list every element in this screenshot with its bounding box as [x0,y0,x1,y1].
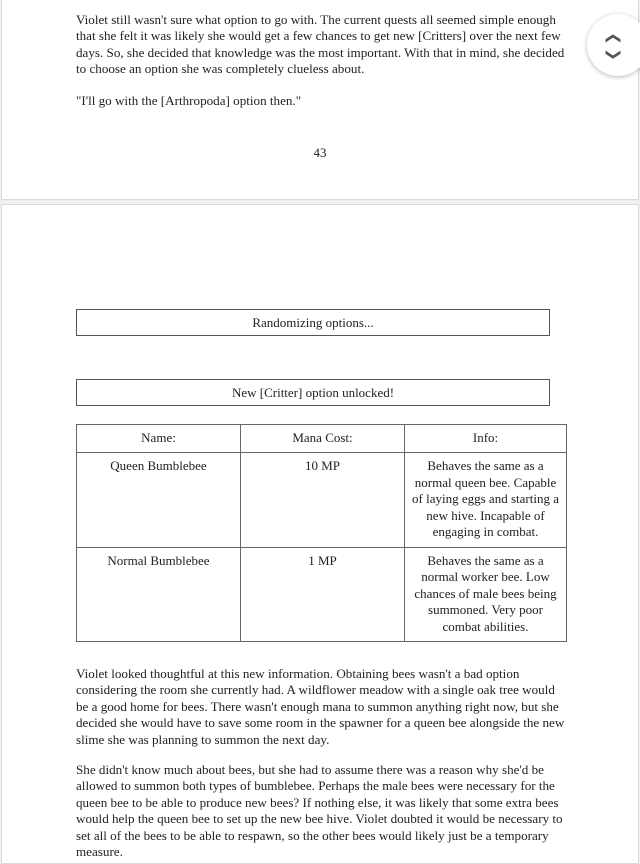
page-navigation-button[interactable] [587,14,640,76]
info-cell: Behaves the same as a normal worker bee. Low chances of male bees being summoned. Very poor combat abilities. [405,547,567,642]
critter-name-cell: Normal Bumblebee [77,547,241,642]
column-header-name: Name: [77,425,241,453]
table-row [77,547,567,642]
document-page-43 [1,0,639,200]
chevron-up-icon[interactable]: ❮ [604,32,623,45]
body-paragraph: Violet looked thoughtful at this new information. Obtaining bees wasn't a bad option considering the room she currently had. A wildflower meadow with a single oak tree would be a good home for bees. There wasn't enough mana to summon anything right now, but she decided she would have to save some room in the spawner for a queen bee alongside the new slime she was planning to summon the next day. [76,666,565,747]
system-message-box: New [Critter] option unlocked! [76,379,550,406]
critter-options-table [76,424,567,642]
info-cell: Behaves the same as a normal queen bee. Capable of laying eggs and starting a new hive. Incapable of engaging in combat. [405,453,567,548]
table-header-row [77,425,567,453]
table-row [77,453,567,548]
mana-cost-cell: 1 MP [241,547,405,642]
body-paragraph: "I'll go with the [Arthropoda] option then." [76,93,302,108]
page-number: 43 [313,145,327,160]
column-header-mana-cost: Mana Cost: [241,425,405,453]
column-header-info: Info: [405,425,567,453]
critter-name-cell: Queen Bumblebee [77,453,241,548]
body-paragraph: Violet still wasn't sure what option to go with. The current quests all seemed simple enough that she felt it was likely she would get a few chances to get new [Critters] over the next few days. So, she decided that knowledge was the most important. With that in mind, she decided to choose an option she was completely clueless about. [76,12,565,77]
document-page-44 [1,204,639,864]
body-paragraph: She didn't know much about bees, but she had to assume there was a reason why she'd be allowed to summon both types of bumblebee. Perhaps the male bees were necessary for the queen bee to be able to produce new bees? If nothing else, it was likely that some extra bees would help the queen bee to set up the new bee hive. Violet doubted it would be necessary to set all of the bees to be able to respawn, so the other bees would likely just be a temporary measure. [76,762,563,860]
mana-cost-cell: 10 MP [241,453,405,548]
system-message-box: Randomizing options... [76,309,550,336]
chevron-down-icon[interactable]: ❯ [604,48,623,61]
